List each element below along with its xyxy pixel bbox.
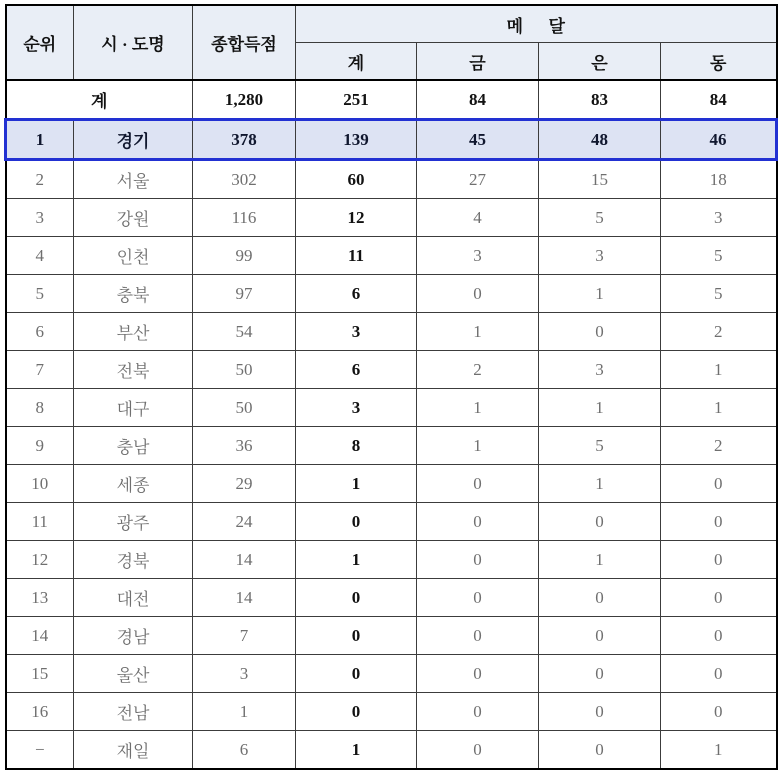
cell-silver: 3 bbox=[539, 237, 661, 275]
cell-silver: 1 bbox=[539, 465, 661, 503]
cell-score: 378 bbox=[193, 120, 296, 160]
cell-region: 세종 bbox=[74, 465, 193, 503]
cell-rank: 7 bbox=[6, 351, 74, 389]
cell-silver: 0 bbox=[539, 617, 661, 655]
cell-bronze: 3 bbox=[661, 199, 777, 237]
cell-gold: 4 bbox=[417, 199, 539, 237]
header-medal-total: 계 bbox=[296, 43, 417, 81]
cell-rank: 14 bbox=[6, 617, 74, 655]
cell-gold: 0 bbox=[417, 579, 539, 617]
header-row-1 bbox=[6, 5, 777, 43]
cell-score: 6 bbox=[193, 731, 296, 770]
table-header bbox=[6, 5, 777, 80]
header-region: 시 · 도명 bbox=[74, 5, 193, 80]
table-row bbox=[6, 731, 777, 770]
cell-bronze: 1 bbox=[661, 731, 777, 770]
cell-medal-total: 0 bbox=[296, 693, 417, 731]
cell-rank: − bbox=[6, 731, 74, 770]
cell-region: 서울 bbox=[74, 160, 193, 199]
cell-gold: 0 bbox=[417, 503, 539, 541]
cell-medal-total: 0 bbox=[296, 579, 417, 617]
cell-bronze: 46 bbox=[661, 120, 777, 160]
cell-region: 대전 bbox=[74, 579, 193, 617]
cell-silver: 0 bbox=[539, 313, 661, 351]
cell-region: 충북 bbox=[74, 275, 193, 313]
cell-silver: 1 bbox=[539, 541, 661, 579]
cell-region: 울산 bbox=[74, 655, 193, 693]
cell-rank: 11 bbox=[6, 503, 74, 541]
table-row bbox=[6, 427, 777, 465]
table-row bbox=[6, 541, 777, 579]
total-bronze: 84 bbox=[661, 80, 777, 120]
table-row bbox=[6, 617, 777, 655]
cell-region: 광주 bbox=[74, 503, 193, 541]
cell-medal-total: 1 bbox=[296, 465, 417, 503]
cell-bronze: 1 bbox=[661, 389, 777, 427]
cell-region: 전북 bbox=[74, 351, 193, 389]
cell-gold: 1 bbox=[417, 389, 539, 427]
table-row bbox=[6, 389, 777, 427]
cell-silver: 0 bbox=[539, 579, 661, 617]
cell-silver: 1 bbox=[539, 389, 661, 427]
table-row bbox=[6, 313, 777, 351]
cell-region: 부산 bbox=[74, 313, 193, 351]
cell-medal-total: 11 bbox=[296, 237, 417, 275]
cell-rank: 1 bbox=[6, 120, 74, 160]
cell-score: 50 bbox=[193, 351, 296, 389]
table-row bbox=[6, 693, 777, 731]
total-label: 계 bbox=[6, 80, 193, 120]
cell-medal-total: 3 bbox=[296, 313, 417, 351]
table-row bbox=[6, 237, 777, 275]
cell-gold: 0 bbox=[417, 465, 539, 503]
cell-silver: 0 bbox=[539, 693, 661, 731]
cell-silver: 0 bbox=[539, 731, 661, 770]
cell-score: 1 bbox=[193, 693, 296, 731]
cell-region: 재일 bbox=[74, 731, 193, 770]
cell-region: 대구 bbox=[74, 389, 193, 427]
cell-score: 29 bbox=[193, 465, 296, 503]
cell-silver: 0 bbox=[539, 503, 661, 541]
cell-rank: 5 bbox=[6, 275, 74, 313]
cell-region: 충남 bbox=[74, 427, 193, 465]
cell-rank: 12 bbox=[6, 541, 74, 579]
table-row bbox=[6, 351, 777, 389]
cell-rank: 6 bbox=[6, 313, 74, 351]
table-row bbox=[6, 120, 777, 160]
cell-silver: 1 bbox=[539, 275, 661, 313]
cell-rank: 10 bbox=[6, 465, 74, 503]
medal-standings-table bbox=[4, 4, 778, 770]
header-silver: 은 bbox=[539, 43, 661, 81]
cell-score: 14 bbox=[193, 579, 296, 617]
cell-medal-total: 0 bbox=[296, 617, 417, 655]
table-row bbox=[6, 275, 777, 313]
table-row bbox=[6, 160, 777, 199]
table-row bbox=[6, 655, 777, 693]
cell-silver: 15 bbox=[539, 160, 661, 199]
cell-gold: 2 bbox=[417, 351, 539, 389]
cell-silver: 3 bbox=[539, 351, 661, 389]
cell-rank: 4 bbox=[6, 237, 74, 275]
table-row bbox=[6, 503, 777, 541]
total-gold: 84 bbox=[417, 80, 539, 120]
cell-score: 116 bbox=[193, 199, 296, 237]
cell-bronze: 0 bbox=[661, 655, 777, 693]
cell-medal-total: 6 bbox=[296, 351, 417, 389]
cell-gold: 0 bbox=[417, 275, 539, 313]
cell-gold: 27 bbox=[417, 160, 539, 199]
cell-medal-total: 1 bbox=[296, 731, 417, 770]
cell-bronze: 2 bbox=[661, 313, 777, 351]
cell-medal-total: 0 bbox=[296, 655, 417, 693]
header-medal-group: 메 달 bbox=[296, 5, 777, 43]
cell-rank: 9 bbox=[6, 427, 74, 465]
cell-bronze: 18 bbox=[661, 160, 777, 199]
table-row bbox=[6, 579, 777, 617]
cell-gold: 0 bbox=[417, 655, 539, 693]
cell-bronze: 5 bbox=[661, 275, 777, 313]
cell-bronze: 5 bbox=[661, 237, 777, 275]
table-body bbox=[6, 80, 777, 769]
cell-score: 24 bbox=[193, 503, 296, 541]
total-silver: 83 bbox=[539, 80, 661, 120]
cell-medal-total: 3 bbox=[296, 389, 417, 427]
header-score: 종합득점 bbox=[193, 5, 296, 80]
cell-rank: 13 bbox=[6, 579, 74, 617]
cell-medal-total: 1 bbox=[296, 541, 417, 579]
cell-gold: 45 bbox=[417, 120, 539, 160]
cell-silver: 5 bbox=[539, 199, 661, 237]
cell-medal-total: 6 bbox=[296, 275, 417, 313]
cell-medal-total: 60 bbox=[296, 160, 417, 199]
cell-score: 97 bbox=[193, 275, 296, 313]
cell-bronze: 2 bbox=[661, 427, 777, 465]
cell-region: 인천 bbox=[74, 237, 193, 275]
cell-medal-total: 0 bbox=[296, 503, 417, 541]
cell-score: 54 bbox=[193, 313, 296, 351]
cell-bronze: 0 bbox=[661, 579, 777, 617]
cell-medal-total: 12 bbox=[296, 199, 417, 237]
cell-region: 전남 bbox=[74, 693, 193, 731]
cell-bronze: 0 bbox=[661, 541, 777, 579]
cell-rank: 8 bbox=[6, 389, 74, 427]
total-medals: 251 bbox=[296, 80, 417, 120]
cell-region: 경북 bbox=[74, 541, 193, 579]
cell-gold: 1 bbox=[417, 427, 539, 465]
cell-region: 강원 bbox=[74, 199, 193, 237]
cell-bronze: 1 bbox=[661, 351, 777, 389]
cell-gold: 0 bbox=[417, 693, 539, 731]
header-bronze: 동 bbox=[661, 43, 777, 81]
cell-score: 36 bbox=[193, 427, 296, 465]
cell-gold: 3 bbox=[417, 237, 539, 275]
cell-gold: 1 bbox=[417, 313, 539, 351]
cell-score: 99 bbox=[193, 237, 296, 275]
cell-score: 14 bbox=[193, 541, 296, 579]
cell-region: 경기 bbox=[74, 120, 193, 160]
table-row bbox=[6, 199, 777, 237]
cell-score: 3 bbox=[193, 655, 296, 693]
header-rank: 순위 bbox=[6, 5, 74, 80]
cell-bronze: 0 bbox=[661, 693, 777, 731]
cell-gold: 0 bbox=[417, 541, 539, 579]
cell-silver: 5 bbox=[539, 427, 661, 465]
cell-rank: 15 bbox=[6, 655, 74, 693]
cell-score: 50 bbox=[193, 389, 296, 427]
cell-gold: 0 bbox=[417, 731, 539, 770]
cell-medal-total: 8 bbox=[296, 427, 417, 465]
total-score: 1,280 bbox=[193, 80, 296, 120]
cell-bronze: 0 bbox=[661, 465, 777, 503]
cell-bronze: 0 bbox=[661, 617, 777, 655]
total-row bbox=[6, 80, 777, 120]
cell-gold: 0 bbox=[417, 617, 539, 655]
cell-silver: 0 bbox=[539, 655, 661, 693]
cell-score: 302 bbox=[193, 160, 296, 199]
cell-bronze: 0 bbox=[661, 503, 777, 541]
cell-silver: 48 bbox=[539, 120, 661, 160]
cell-rank: 2 bbox=[6, 160, 74, 199]
cell-region: 경남 bbox=[74, 617, 193, 655]
cell-rank: 16 bbox=[6, 693, 74, 731]
header-gold: 금 bbox=[417, 43, 539, 81]
cell-rank: 3 bbox=[6, 199, 74, 237]
cell-medal-total: 139 bbox=[296, 120, 417, 160]
cell-score: 7 bbox=[193, 617, 296, 655]
table-row bbox=[6, 465, 777, 503]
